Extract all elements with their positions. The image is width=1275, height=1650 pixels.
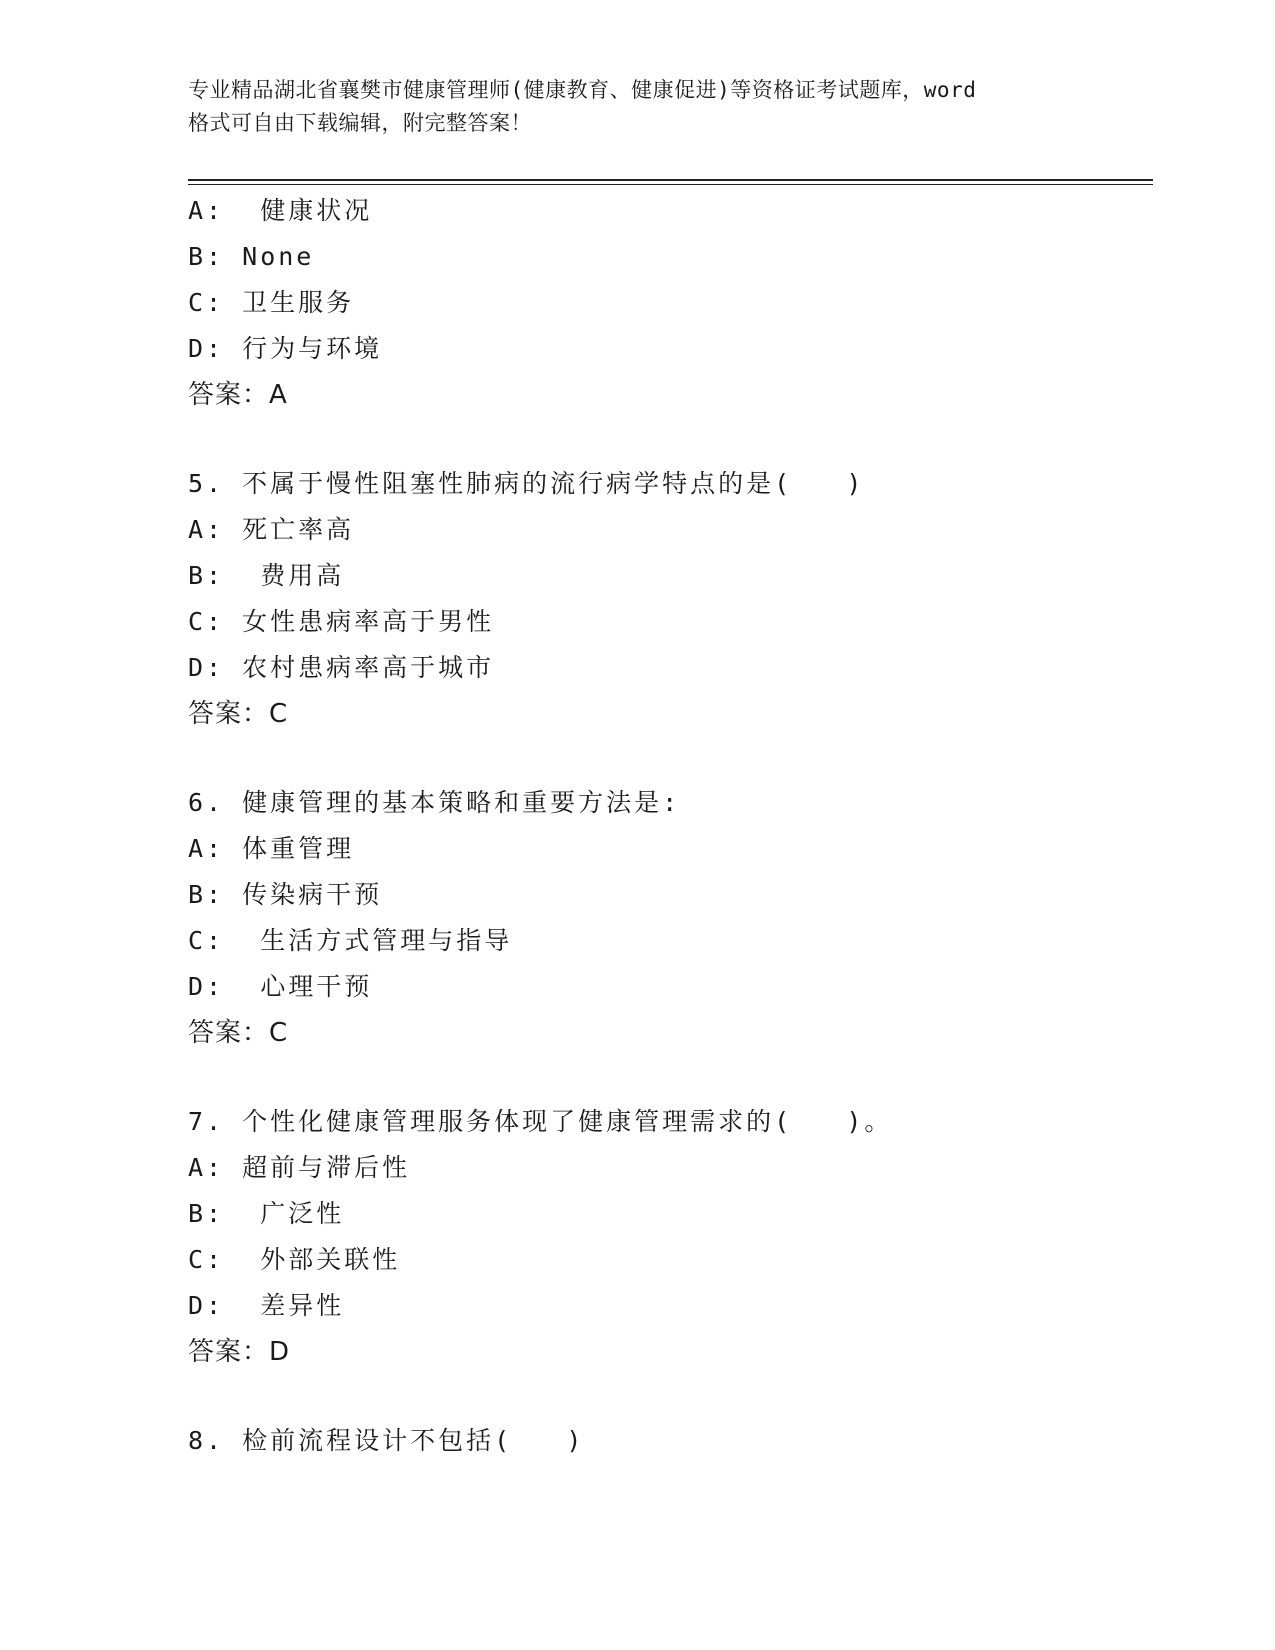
answer-line: 答案：D: [188, 1337, 291, 1367]
option-b: B: 传染病干预: [188, 880, 383, 909]
header-divider-thin: [188, 184, 1153, 185]
option-a: A: 体重管理: [188, 834, 355, 863]
answer-line: 答案：C: [188, 699, 289, 729]
option-d: D: 心理干预: [188, 972, 373, 1001]
option-a: A: 死亡率高: [188, 515, 355, 544]
option-d: D: 行为与环境: [188, 334, 383, 363]
question-block-6: [188, 780, 1148, 1056]
option-b: B: 费用高: [188, 561, 345, 590]
option-b: B: 广泛性: [188, 1199, 345, 1228]
question-text: 5. 不属于慢性阻塞性肺病的流行病学特点的是( ): [188, 469, 865, 498]
option-a: A: 健康状况: [188, 196, 373, 225]
option-c: C: 卫生服务: [188, 288, 355, 317]
option-c: C: 生活方式管理与指导: [188, 926, 513, 955]
option-c: C: 女性患病率高于男性: [188, 607, 495, 636]
option-a: A: 超前与滞后性: [188, 1153, 411, 1182]
question-block-5: [188, 461, 1148, 737]
header-line-1: 专业精品湖北省襄樊市健康管理师(健康教育、健康促进)等资格证考试题库，word: [188, 78, 977, 102]
option-c: C: 外部关联性: [188, 1245, 401, 1274]
question-text: 7. 个性化健康管理服务体现了健康管理需求的( )。: [188, 1107, 893, 1136]
option-d: D: 差异性: [188, 1291, 345, 1320]
question-block-7: [188, 1099, 1148, 1375]
header-divider-thick: [188, 179, 1153, 181]
question-list: [188, 188, 1148, 1464]
header-line-2: 格式可自由下载编辑，附完整答案！: [188, 111, 532, 135]
question-block-4: [188, 188, 1148, 418]
question-text: 6. 健康管理的基本策略和重要方法是:: [188, 788, 681, 817]
question-block-8: [188, 1418, 1148, 1464]
answer-line: 答案：C: [188, 1018, 289, 1048]
question-text: 8. 检前流程设计不包括( ): [188, 1426, 585, 1455]
answer-line: 答案：A: [188, 380, 288, 410]
option-b: B: None: [188, 242, 315, 271]
option-d: D: 农村患病率高于城市: [188, 653, 495, 682]
document-header: [188, 74, 1088, 140]
